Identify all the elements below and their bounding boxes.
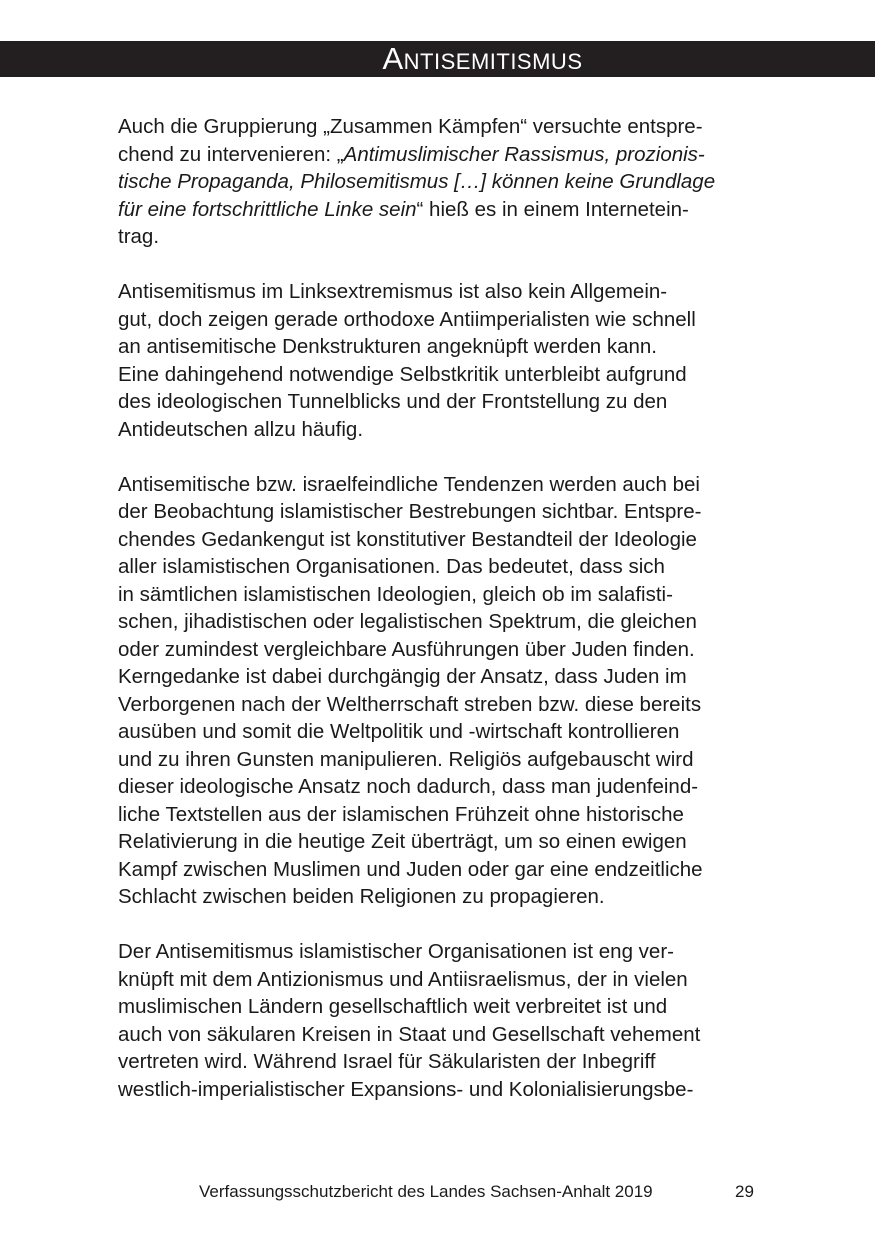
- text-line: [118, 168, 758, 196]
- text-line: ausüben und somit die Weltpolitik und -wirtschaft kontrollieren: [118, 720, 680, 743]
- text-line: Antideutschen allzu häufig.: [118, 417, 364, 441]
- text-line: in sämtlichen islamistischen Ideologien, gleich ob im salafisti-: [118, 582, 673, 606]
- text-line: an antisemitische Denkstrukturen angeknüpft werden kann.: [118, 335, 658, 358]
- text-line: [118, 196, 758, 224]
- text-line: chendes Gedankengut ist konstitutiver Bestandteil der Ideologie: [118, 527, 697, 551]
- paragraph-1: [118, 113, 758, 251]
- paragraph-4: [118, 938, 758, 1103]
- section-title: Antisemitismus: [382, 41, 583, 76]
- section-header-bar: [0, 41, 875, 77]
- text-line: oder zumindest vergleichbare Ausführungen über Juden finden.: [118, 637, 695, 661]
- paragraph-gap: [118, 443, 758, 471]
- text-line: vertreten wird. Während Israel für Säkularisten der Inbegriff: [118, 1050, 656, 1073]
- paragraph-gap: [118, 251, 758, 279]
- text-line: und zu ihren Gunsten manipulieren. Religiös aufgebauscht wird: [118, 747, 694, 771]
- text-line: auch von säkularen Kreisen in Staat und Gesellschaft vehement: [118, 1022, 701, 1046]
- text-line: Auch die Gruppierung „Zusammen Kämpfen“ versuchte entspre-: [118, 115, 703, 138]
- text-line: der Beobachtung islamistischer Bestrebungen sichtbar. Entspre-: [118, 500, 702, 523]
- text-line: schen, jihadistischen oder legalistischen Spektrum, die gleichen: [118, 610, 697, 633]
- text-line: Kerngedanke ist dabei durchgängig der Ansatz, dass Juden im: [118, 665, 687, 688]
- text-line: gut, doch zeigen gerade orthodoxe Antiimperialisten wie schnell: [118, 307, 696, 331]
- text-line: Eine dahingehend notwendige Selbstkritik unterbleibt aufgrund: [118, 362, 687, 386]
- text-line: des ideologischen Tunnelblicks und der Frontstellung zu den: [118, 390, 668, 413]
- text-line: Kampf zwischen Muslimen und Juden oder gar eine endzeitliche: [118, 857, 703, 881]
- quote-italic: Antimuslimischer Rassismus, prozionis-: [343, 142, 705, 166]
- quote-italic: tische Propaganda, Philosemitismus […] können keine Grundlage: [118, 170, 716, 193]
- body-text: [118, 113, 758, 1103]
- text-line: Der Antisemitismus islamistischer Organisationen ist eng ver-: [118, 940, 674, 963]
- text-line: Antisemitismus im Linksextremismus ist also kein Allgemein-: [118, 280, 668, 303]
- text-line: Antisemitische bzw. israelfeindliche Tendenzen werden auch bei: [118, 472, 700, 496]
- text-line: Verborgenen nach der Weltherrschaft streben bzw. diese bereits: [118, 692, 702, 716]
- text-line: dieser ideologische Ansatz noch dadurch, dass man judenfeind-: [118, 775, 699, 798]
- paragraph-3: [118, 471, 758, 911]
- page-number: 29: [735, 1182, 754, 1201]
- text-line: liche Textstellen aus der islamischen Frühzeit ohne historische: [118, 802, 684, 826]
- paragraph-gap: [118, 911, 758, 939]
- text-span: “ hieß es in einem Internetein-: [416, 197, 689, 221]
- text-line: knüpft mit dem Antizionismus und Antiisraelismus, der in vielen: [118, 967, 688, 991]
- text-line: Schlacht zwischen beiden Religionen zu propagieren.: [118, 885, 605, 908]
- text-line: trag.: [118, 225, 160, 248]
- text-line: Relativierung in die heutige Zeit überträgt, um so einen ewigen: [118, 830, 687, 853]
- text-line: aller islamistischen Organisationen. Das bedeutet, dass sich: [118, 555, 665, 578]
- text-line: westlich-imperialistischer Expansions- und Kolonialisierungsbe-: [118, 1077, 694, 1101]
- paragraph-2: [118, 278, 758, 443]
- footer-publication-title: Verfassungsschutzbericht des Landes Sachsen-Anhalt 2019: [199, 1182, 653, 1201]
- text-span: chend zu intervenieren: „: [118, 142, 344, 166]
- text-line: muslimischen Ländern gesellschaftlich weit verbreitet ist und: [118, 995, 668, 1018]
- text-line: [118, 141, 758, 169]
- quote-italic: für eine fortschrittliche Linke sein: [118, 197, 417, 221]
